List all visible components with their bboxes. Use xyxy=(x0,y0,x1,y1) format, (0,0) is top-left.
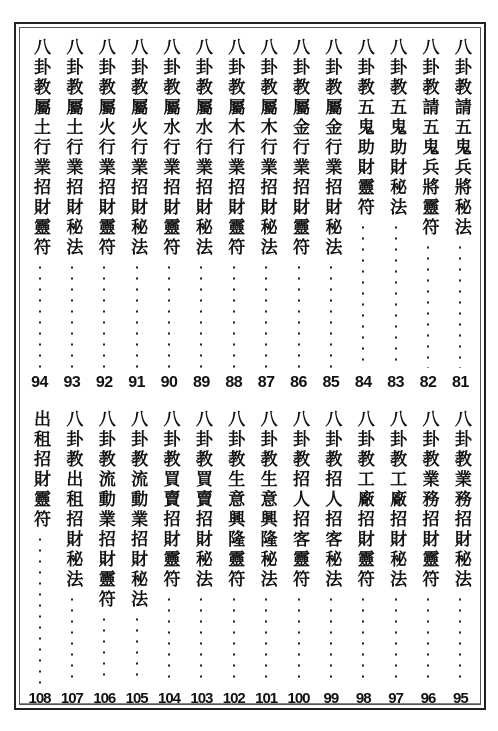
entry-title: 八卦教流動業招財秘法 xyxy=(127,410,148,610)
dot-leader xyxy=(39,262,41,368)
entry-page-number: 108 xyxy=(28,690,51,707)
dot-leader xyxy=(71,262,73,368)
entry-page-number: 81 xyxy=(451,374,469,391)
entry-page-number: 95 xyxy=(453,690,468,707)
entry-title: 八卦教買賣招財靈符 xyxy=(159,410,180,590)
entry-title: 八卦教業務招財靈符 xyxy=(418,410,439,590)
toc-entry[interactable] xyxy=(445,38,476,392)
toc-entry[interactable] xyxy=(413,38,444,392)
dot-leader xyxy=(265,262,267,368)
toc-entry[interactable] xyxy=(380,38,411,392)
dot-leader xyxy=(298,594,300,684)
entry-title: 八卦教招人招客靈符 xyxy=(289,410,309,590)
dot-leader xyxy=(298,262,300,368)
entry-title: 八卦教招人招客秘法 xyxy=(321,410,342,590)
entry-title: 八卦教業務招財秘法 xyxy=(450,410,471,590)
toc-entry[interactable] xyxy=(24,410,55,708)
entry-title: 八卦教五鬼助財靈符 xyxy=(353,38,374,218)
toc-entry[interactable] xyxy=(121,410,152,708)
toc-entry[interactable] xyxy=(218,38,249,392)
entry-page-number: 106 xyxy=(93,690,116,707)
entry-title: 八卦教屬金行業招財靈符 xyxy=(289,38,309,258)
toc-entry[interactable] xyxy=(186,410,217,708)
toc-entry[interactable] xyxy=(445,410,476,708)
dot-leader xyxy=(200,262,202,368)
entry-title: 八卦教屬木行業招財靈符 xyxy=(224,38,245,258)
entry-page-number: 94 xyxy=(31,374,48,391)
toc-top-section xyxy=(24,38,476,392)
toc-entry[interactable] xyxy=(154,38,185,392)
toc-entry[interactable] xyxy=(283,38,314,392)
entry-page-number: 96 xyxy=(420,690,436,707)
entry-page-number: 97 xyxy=(388,690,403,707)
dot-leader xyxy=(265,594,267,684)
entry-title: 八卦教買賣招財秘法 xyxy=(191,410,212,590)
entry-title: 八卦教請五鬼兵將秘法 xyxy=(450,38,471,238)
dot-leader xyxy=(427,594,429,684)
toc-entry[interactable] xyxy=(56,38,87,392)
dot-leader xyxy=(200,594,202,684)
dot-leader xyxy=(103,262,105,368)
entry-page-number: 103 xyxy=(190,690,213,707)
entry-page-number: 93 xyxy=(63,374,81,391)
entry-title: 八卦教工廠招財秘法 xyxy=(386,410,407,590)
entry-title: 八卦教屬木行業招財秘法 xyxy=(256,38,277,258)
dot-leader xyxy=(136,614,138,684)
entry-title: 八卦教五鬼助財秘法 xyxy=(386,38,407,218)
toc-entry[interactable] xyxy=(89,410,120,708)
toc-entry[interactable] xyxy=(348,38,379,392)
toc-entry[interactable] xyxy=(315,410,346,708)
dot-leader xyxy=(427,242,429,368)
entry-page-number: 91 xyxy=(128,374,146,391)
entry-page-number: 100 xyxy=(287,690,310,707)
dot-leader xyxy=(136,262,138,368)
entry-page-number: 86 xyxy=(290,374,307,391)
entry-page-number: 87 xyxy=(257,374,275,391)
entry-title: 八卦教屬火行業招財靈符 xyxy=(94,38,115,258)
entry-page-number: 88 xyxy=(225,374,243,391)
entry-title: 八卦教流動業招財靈符 xyxy=(94,410,115,610)
entry-page-number: 102 xyxy=(222,690,245,707)
entry-title: 八卦教屬水行業招財靈符 xyxy=(159,38,180,258)
toc-entry[interactable] xyxy=(56,410,87,708)
entry-title: 出租招財靈符 xyxy=(30,410,50,530)
dot-leader xyxy=(330,594,332,684)
dot-leader xyxy=(168,594,170,684)
entry-page-number: 82 xyxy=(419,374,437,391)
dot-leader xyxy=(233,594,235,684)
bottom-rule xyxy=(20,703,480,704)
dot-leader xyxy=(395,594,397,684)
entry-page-number: 98 xyxy=(355,690,371,707)
dot-leader xyxy=(71,594,73,684)
entry-title: 八卦教出租招財秘法 xyxy=(62,410,83,590)
toc-entry[interactable] xyxy=(186,38,217,392)
toc-inner-border xyxy=(19,27,481,705)
toc-entry[interactable] xyxy=(251,410,282,708)
entry-title: 八卦教請五鬼兵將靈符 xyxy=(418,38,439,238)
toc-entry[interactable] xyxy=(315,38,346,392)
entry-page-number: 101 xyxy=(255,690,278,707)
toc-entry[interactable] xyxy=(154,410,185,708)
toc-entry[interactable] xyxy=(413,410,444,708)
toc-entry[interactable] xyxy=(89,38,120,392)
toc-frame xyxy=(14,22,486,710)
dot-leader xyxy=(362,594,364,684)
dot-leader xyxy=(168,262,170,368)
dot-leader xyxy=(459,242,461,368)
toc-entry[interactable] xyxy=(121,38,152,392)
entry-page-number: 84 xyxy=(354,374,372,391)
dot-leader xyxy=(39,534,41,684)
entry-page-number: 104 xyxy=(157,690,181,707)
dot-leader xyxy=(233,262,235,368)
entry-page-number: 99 xyxy=(323,690,339,707)
entry-title: 八卦教生意興隆靈符 xyxy=(224,410,245,590)
dot-leader xyxy=(459,594,461,684)
entry-title: 八卦教屬土行業招財靈符 xyxy=(30,38,50,258)
entry-title: 八卦教屬金行業招財秘法 xyxy=(321,38,342,258)
entry-title: 八卦教工廠招財靈符 xyxy=(353,410,374,590)
toc-entry[interactable] xyxy=(251,38,282,392)
entry-page-number: 90 xyxy=(160,374,178,391)
entry-page-number: 85 xyxy=(322,374,340,391)
entry-page-number: 107 xyxy=(60,690,83,707)
entry-title: 八卦教屬水行業招財秘法 xyxy=(191,38,212,258)
entry-page-number: 89 xyxy=(192,374,210,391)
entry-title: 八卦教生意興隆秘法 xyxy=(256,410,277,590)
toc-entry[interactable] xyxy=(218,410,249,708)
entry-title: 八卦教屬火行業招財秘法 xyxy=(127,38,148,258)
toc-entry[interactable] xyxy=(348,410,379,708)
entry-page-number: 83 xyxy=(387,374,405,391)
dot-leader xyxy=(362,222,364,368)
dot-leader xyxy=(330,262,332,368)
dot-leader xyxy=(395,222,397,368)
entry-page-number: 92 xyxy=(95,374,113,391)
toc-entry[interactable] xyxy=(283,410,314,708)
entry-page-number: 105 xyxy=(125,690,148,707)
toc-bottom-section xyxy=(24,410,476,708)
dot-leader xyxy=(103,614,105,684)
toc-entry[interactable] xyxy=(24,38,55,392)
toc-entry[interactable] xyxy=(380,410,411,708)
entry-title: 八卦教屬土行業招財秘法 xyxy=(62,38,83,258)
